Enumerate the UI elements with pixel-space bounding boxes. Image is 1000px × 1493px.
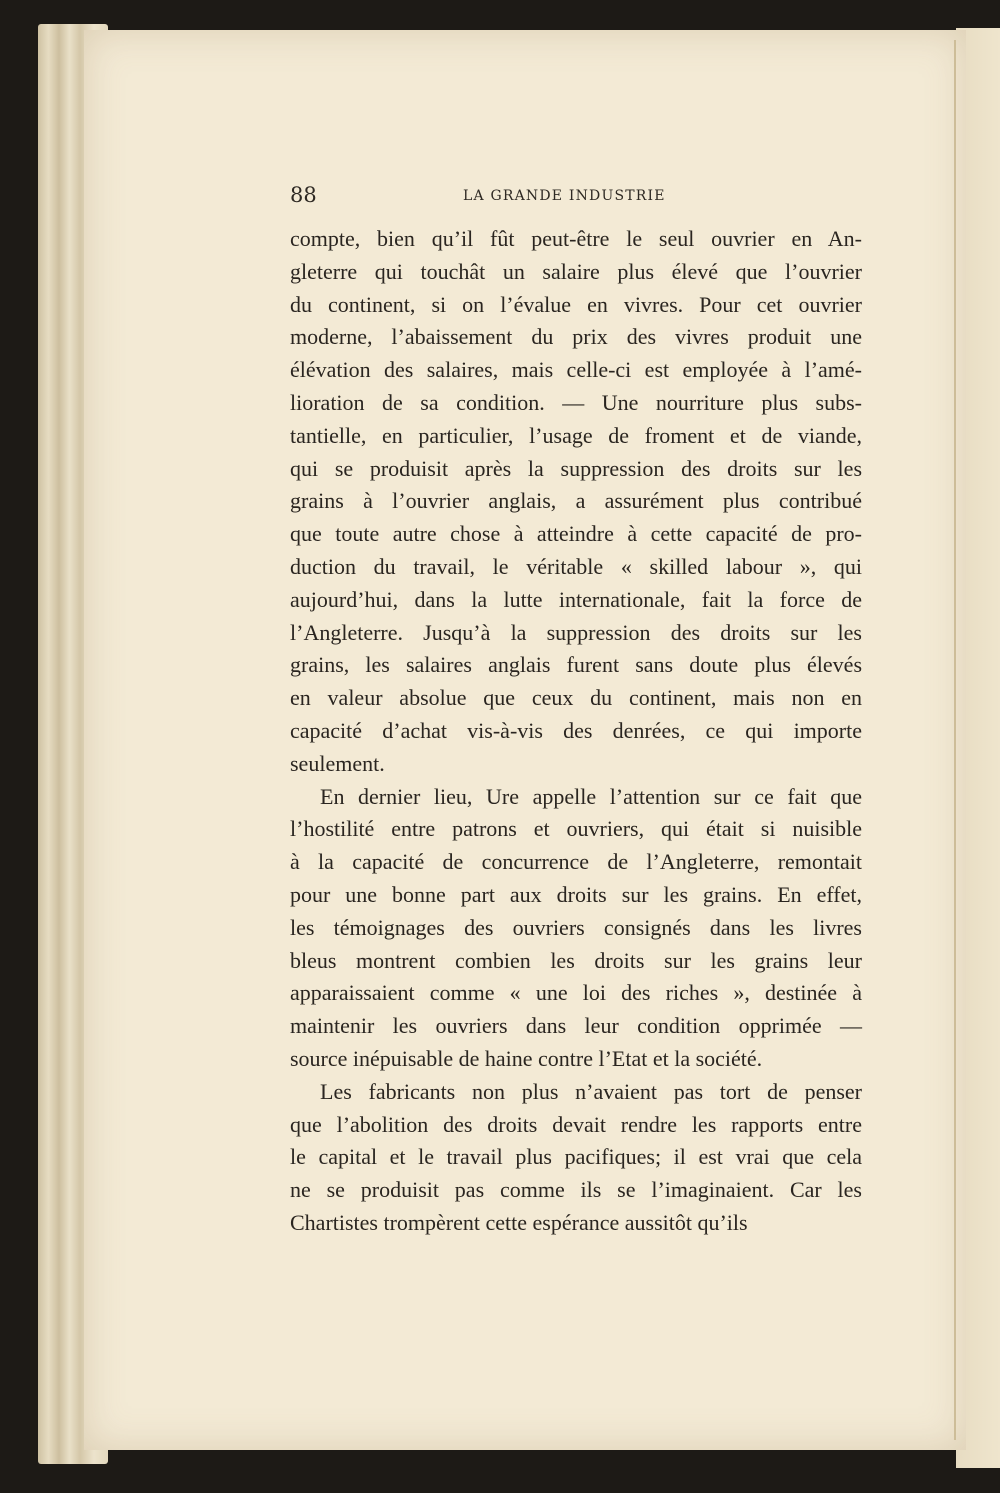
text-line: duction du travail, le véritable « skilled labour », qui [290,553,862,579]
paragraph [290,223,862,781]
text-line: moderne, l’abaissement du prix des vivres produit une [290,324,862,350]
text-line: maintenir les ouvriers dans leur condition opprimée — [290,1013,862,1039]
text-line: apparaissaient comme « une loi des riches », destinée à [290,980,862,1006]
text-line: lioration de sa condition. — Une nourriture plus subs- [290,389,862,415]
running-head-title: LA GRANDE INDUSTRIE [463,188,666,204]
text-line: qui se produisit après la suppression des droits sur les [290,455,862,481]
running-head [290,183,862,213]
text-line: élévation des salaires, mais celle-ci est employée à l’amé- [290,357,862,383]
text-line: en valeur absolue que ceux du continent, mais non en [290,685,862,711]
gutter-fold [954,40,956,1440]
paragraph [290,781,862,1076]
page-number: 88 [290,183,317,207]
text-line: grains, les salaires anglais furent sans doute plus élevés [290,652,862,678]
text-line: compte, bien qu’il fût peut-être le seul ouvrier en An- [290,226,862,251]
text-line: gleterre qui touchât un salaire plus élevé que l’ouvrier [290,258,862,284]
text-line: pour une bonne part aux droits sur les grains. En effet, [290,881,862,907]
text-line: En dernier lieu, Ure appelle l’attention sur ce fait que [320,783,862,809]
text-line: tantielle, en particulier, l’usage de froment et de viande, [290,422,862,448]
text-line: l’Angleterre. Jusqu’à la suppression des droits sur les [290,619,862,645]
body-text [290,223,862,1240]
text-line: source inépuisable de haine contre l’Etat et la société. [290,1045,763,1071]
text-line: les témoignages des ouvriers consignés dans les livres [290,914,862,940]
paragraph [290,1076,862,1240]
text-line: du continent, si on l’évalue en vivres. Pour cet ouvrier [290,291,862,317]
text-line: le capital et le travail plus pacifiques; il est vrai que cela [290,1144,862,1170]
text-line: que l’abolition des droits devait rendre les rapports entre [290,1111,862,1137]
text-line: Chartistes trompèrent cette espérance aussitôt qu’ils [290,1209,748,1235]
text-line: grains à l’ouvrier anglais, a assurément plus contribué [290,488,862,514]
text-line: seulement. [290,750,385,776]
text-line: que toute autre chose à atteindre à cette capacité de pro- [290,521,862,547]
text-line: aujourd’hui, dans la lutte internationale, fait la force de [290,586,862,612]
text-line: capacité d’achat vis-à-vis des denrées, ce qui importe [290,717,862,743]
text-line: à la capacité de concurrence de l’Angleterre, remontait [290,849,862,875]
text-line: Les fabricants non plus n’avaient pas tort de penser [320,1078,862,1104]
text-line: ne se produisit pas comme ils se l’imaginaient. Car les [290,1177,862,1203]
text-line: bleus montrent combien les droits sur les grains leur [290,947,862,973]
text-line: l’hostilité entre patrons et ouvriers, qui était si nuisible [290,816,862,842]
